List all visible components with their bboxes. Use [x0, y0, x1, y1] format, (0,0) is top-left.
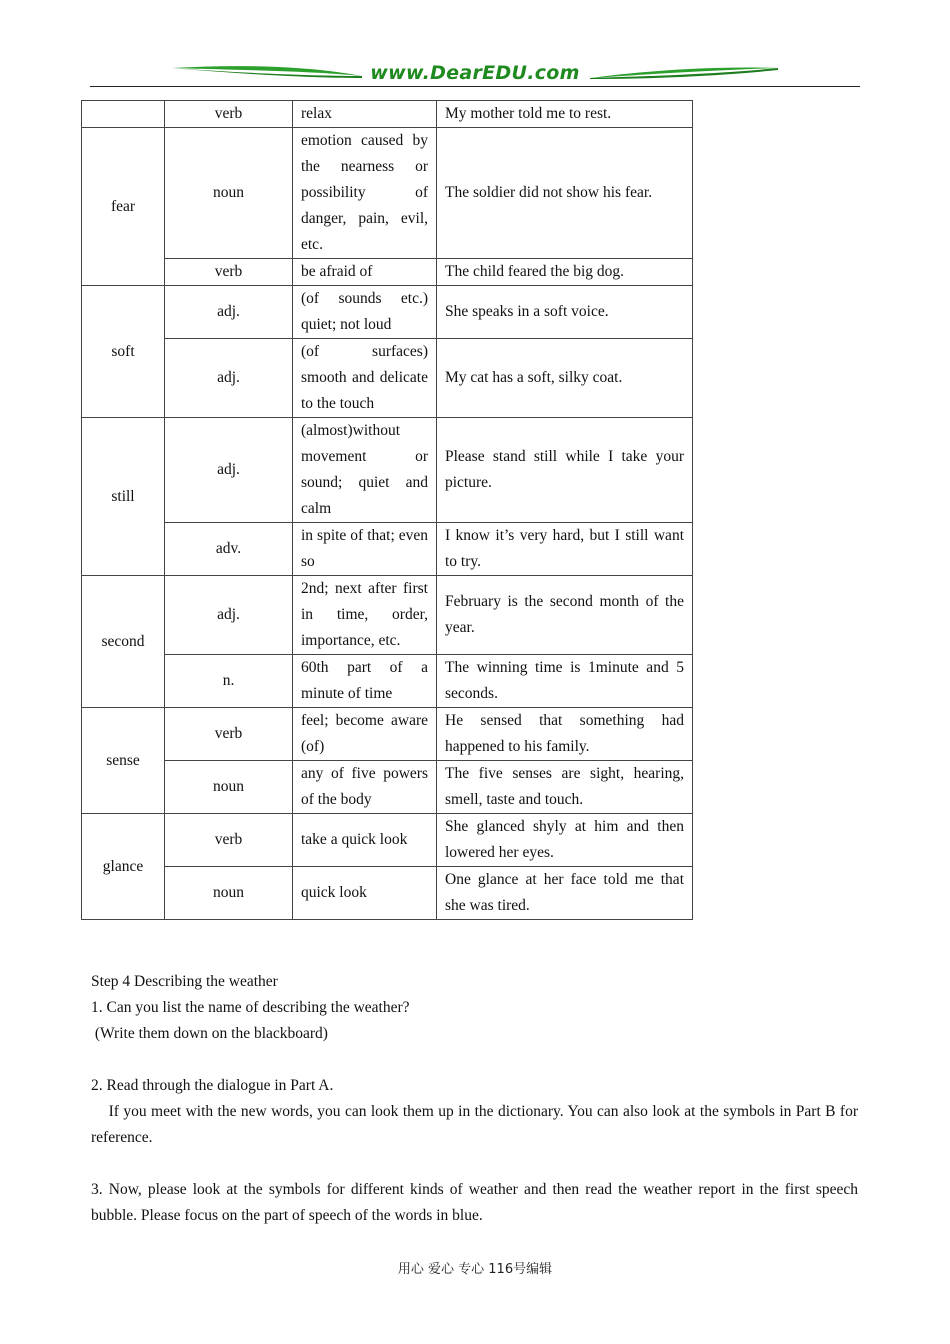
- table-row: [82, 101, 693, 128]
- table-row: [82, 576, 693, 655]
- pos-cell: verb: [165, 101, 293, 128]
- site-logo-text: www.DearEDU.com: [370, 62, 580, 84]
- example-cell: Please stand still while I take your picture.: [437, 418, 693, 523]
- definition-cell: take a quick look: [293, 814, 437, 867]
- table-row: [82, 418, 693, 523]
- pos-cell: adj.: [165, 286, 293, 339]
- pos-cell: adj.: [165, 339, 293, 418]
- vocabulary-table: [81, 100, 693, 920]
- table-row: [82, 259, 693, 286]
- table-row: [82, 761, 693, 814]
- question-1: 1. Can you list the name of describing the weather?: [91, 999, 410, 1016]
- lesson-body: [91, 969, 862, 1229]
- pos-cell: noun: [165, 867, 293, 920]
- page-footer: 用心 爱心 专心 116号编辑: [397, 1262, 553, 1277]
- table-row: [82, 128, 693, 259]
- example-cell: The five senses are sight, hearing, smell, taste and touch.: [437, 761, 693, 814]
- table-row: [82, 523, 693, 576]
- example-cell: February is the second month of the year.: [437, 576, 693, 655]
- pos-cell: n.: [165, 655, 293, 708]
- example-cell: The winning time is 1minute and 5 seconds.: [437, 655, 693, 708]
- pos-cell: verb: [165, 708, 293, 761]
- page-header: [90, 60, 860, 90]
- question-2: 2. Read through the dialogue in Part A.: [91, 1077, 334, 1094]
- word-cell: soft: [82, 286, 165, 418]
- definition-cell: feel; become aware (of): [293, 708, 437, 761]
- pos-cell: adj.: [165, 418, 293, 523]
- pos-cell: verb: [165, 259, 293, 286]
- question-3: 3. Now, please look at the symbols for different kinds of weather and then read the weather report in the first speech bubble. Please focus on the part of speech of the words in blue.: [91, 1181, 858, 1224]
- table-row: [82, 655, 693, 708]
- step-title: Step 4 Describing the weather: [91, 973, 278, 990]
- definition-cell: quick look: [293, 867, 437, 920]
- definition-cell: 2nd; next after first in time, order, importance, etc.: [293, 576, 437, 655]
- example-cell: My mother told me to rest.: [437, 101, 693, 128]
- example-cell: The soldier did not show his fear.: [437, 128, 693, 259]
- definition-cell: (of sounds etc.) quiet; not loud: [293, 286, 437, 339]
- example-cell: She speaks in a soft voice.: [437, 286, 693, 339]
- table-row: [82, 867, 693, 920]
- example-cell: The child feared the big dog.: [437, 259, 693, 286]
- pos-cell: noun: [165, 761, 293, 814]
- word-cell: sense: [82, 708, 165, 814]
- definition-cell: any of five powers of the body: [293, 761, 437, 814]
- pos-cell: adj.: [165, 576, 293, 655]
- definition-cell: (almost)without movement or sound; quiet and calm: [293, 418, 437, 523]
- word-cell: second: [82, 576, 165, 708]
- pos-cell: adv.: [165, 523, 293, 576]
- table-row: [82, 286, 693, 339]
- example-cell: She glanced shyly at him and then lowered her eyes.: [437, 814, 693, 867]
- table-row: [82, 708, 693, 761]
- table-row: [82, 339, 693, 418]
- example-cell: My cat has a soft, silky coat.: [437, 339, 693, 418]
- pos-cell: verb: [165, 814, 293, 867]
- word-cell: [82, 101, 165, 128]
- word-cell: fear: [82, 128, 165, 286]
- word-cell: still: [82, 418, 165, 576]
- example-cell: One glance at her face told me that she was tired.: [437, 867, 693, 920]
- example-cell: He sensed that something had happened to his family.: [437, 708, 693, 761]
- definition-cell: be afraid of: [293, 259, 437, 286]
- word-cell: glance: [82, 814, 165, 920]
- definition-cell: in spite of that; even so: [293, 523, 437, 576]
- table-row: [82, 814, 693, 867]
- pos-cell: noun: [165, 128, 293, 259]
- definition-cell: 60th part of a minute of time: [293, 655, 437, 708]
- definition-cell: emotion caused by the nearness or possibility of danger, pain, evil, etc.: [293, 128, 437, 259]
- definition-cell: relax: [293, 101, 437, 128]
- header-rule: [90, 86, 860, 87]
- question-2-text: If you meet with the new words, you can look them up in the dictionary. You can also look at the symbols in Part B for reference.: [91, 1103, 862, 1146]
- definition-cell: (of surfaces) smooth and delicate to the touch: [293, 339, 437, 418]
- example-cell: I know it’s very hard, but I still want to try.: [437, 523, 693, 576]
- question-1-note: (Write them down on the blackboard): [91, 1025, 328, 1042]
